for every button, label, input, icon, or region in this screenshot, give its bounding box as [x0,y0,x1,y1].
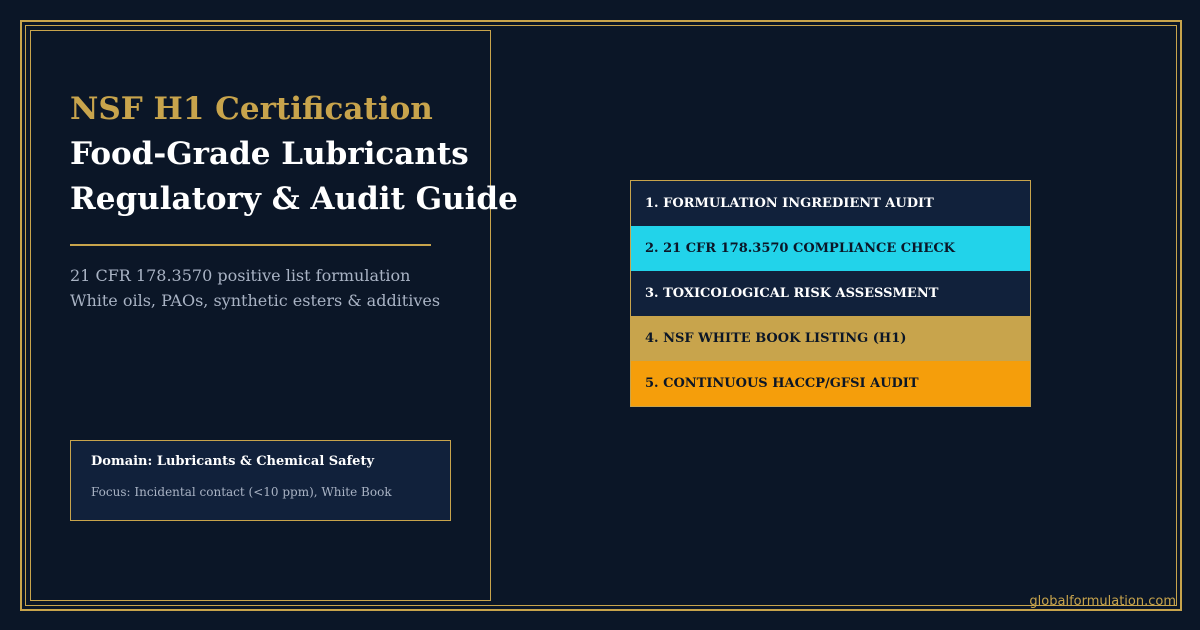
step-label: 3. TOXICOLOGICAL RISK ASSESSMENT [645,286,939,301]
step-label: 1. FORMULATION INGREDIENT AUDIT [645,196,934,211]
subtitle-line-1: 21 CFR 178.3570 positive list formulation [70,266,411,285]
step-4 [631,316,1030,361]
process-steps-list [630,180,1031,407]
title-divider [70,244,431,246]
footer-url: globalformulation.com [1029,594,1176,609]
step-label: 2. 21 CFR 178.3570 COMPLIANCE CHECK [645,241,955,256]
subtitle-line-2: White oils, PAOs, synthetic esters & additives [70,291,441,310]
domain-label: Domain: Lubricants & Chemical Safety [91,454,375,469]
title-line-2: Food-Grade Lubricants [70,136,469,172]
step-1 [631,181,1030,226]
title-line-3: Regulatory & Audit Guide [70,181,518,217]
step-label: 4. NSF WHITE BOOK LISTING (H1) [645,331,907,346]
focus-label: Focus: Incidental contact (<10 ppm), White Book [91,485,392,499]
step-label: 5. CONTINUOUS HACCP/GFSI AUDIT [645,376,919,391]
title-line-1: NSF H1 Certification [70,91,433,127]
step-2 [631,226,1030,271]
domain-info-box [70,440,451,521]
step-5 [631,361,1030,406]
step-3 [631,271,1030,316]
